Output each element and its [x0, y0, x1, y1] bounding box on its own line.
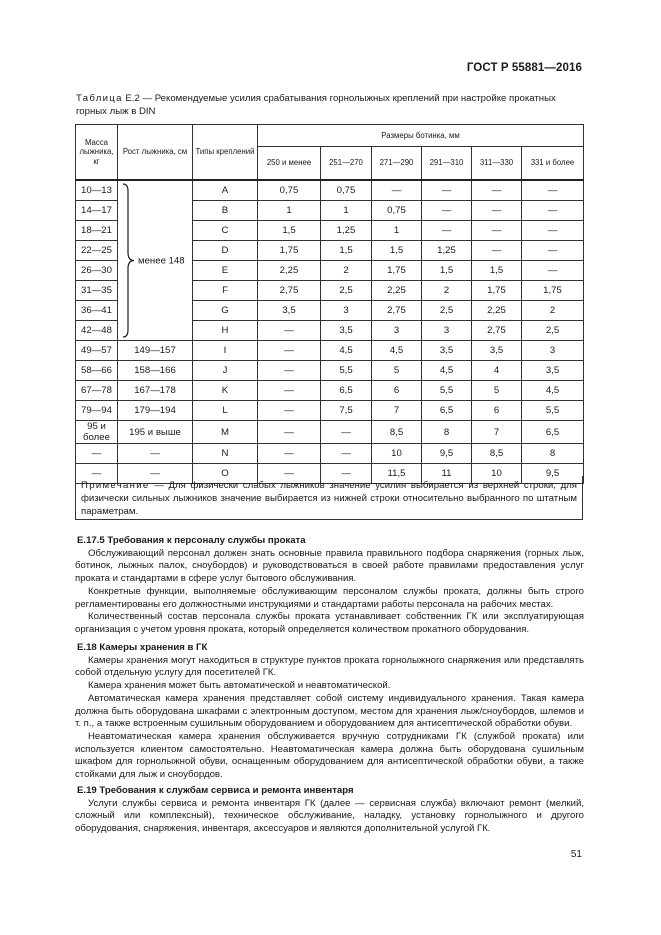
note-text: — Для физически слабых лыжников значение усилия выбирается из верхней строки, для физически сильных лыжников значение выбирается из нижней строки относительно выбранного по штатным параметрам.: [81, 480, 577, 517]
value-cell: —: [472, 201, 522, 221]
table-note: [75, 476, 583, 520]
document-standard-header: ГОСТ Р 55881—2016: [466, 62, 582, 74]
mass-cell: —: [76, 464, 118, 484]
value-cell: —: [321, 421, 372, 444]
value-cell: 6: [372, 381, 422, 401]
value-cell: —: [522, 221, 584, 241]
value-cell: 2,75: [258, 281, 321, 301]
value-cell: 3: [372, 321, 422, 341]
value-cell: 1,5: [321, 241, 372, 261]
value-cell: 11,5: [372, 464, 422, 484]
value-cell: 3: [422, 321, 472, 341]
height-cell: 179—194: [118, 401, 193, 421]
header-mass: Масса лыжника, кг: [76, 125, 118, 181]
table-row: [76, 444, 584, 464]
value-cell: —: [258, 321, 321, 341]
value-cell: 11: [422, 464, 472, 484]
value-cell: 2,75: [372, 301, 422, 321]
mass-cell: 14—17: [76, 201, 118, 221]
mass-cell: 31—35: [76, 281, 118, 301]
section-service: [75, 785, 584, 836]
value-cell: 2,25: [258, 261, 321, 281]
note-label: Примечание: [81, 480, 150, 491]
value-cell: 2,25: [472, 301, 522, 321]
type-cell: C: [193, 221, 258, 241]
paragraph: Камеры хранения могут находиться в структуре пунктов проката горнолыжного снаряжения или представлять собой отдельную услугу для посетителей ГК.: [75, 654, 584, 679]
value-cell: 2,5: [522, 321, 584, 341]
value-cell: 2: [522, 301, 584, 321]
value-cell: —: [321, 464, 372, 484]
value-cell: —: [522, 180, 584, 201]
mass-cell: 42—48: [76, 321, 118, 341]
value-cell: —: [258, 464, 321, 484]
type-cell: N: [193, 444, 258, 464]
header-boot-sizes-group: Размеры ботинка, мм: [258, 125, 584, 147]
table-row: [76, 341, 584, 361]
value-cell: —: [372, 180, 422, 201]
value-cell: 1,5: [372, 241, 422, 261]
mass-cell: —: [76, 444, 118, 464]
value-cell: 4,5: [422, 361, 472, 381]
value-cell: 1,75: [372, 261, 422, 281]
value-cell: 7: [372, 401, 422, 421]
type-cell: M: [193, 421, 258, 444]
height-cell: 195 и выше: [118, 421, 193, 444]
mass-cell: 26—30: [76, 261, 118, 281]
value-cell: 8: [522, 444, 584, 464]
value-cell: 3,5: [321, 321, 372, 341]
header-boot-size: 250 и менее: [258, 147, 321, 181]
type-cell: O: [193, 464, 258, 484]
mass-cell: 58—66: [76, 361, 118, 381]
value-cell: —: [422, 201, 472, 221]
din-settings-table: [75, 124, 584, 484]
value-cell: —: [472, 221, 522, 241]
mass-cell: 18—21: [76, 221, 118, 241]
value-cell: 5,5: [522, 401, 584, 421]
paragraph: Камера хранения может быть автоматической и неавтоматической.: [88, 680, 391, 692]
mass-cell: 67—78: [76, 381, 118, 401]
header-height: Рост лыжника, см: [118, 125, 193, 181]
section-storage: [75, 642, 584, 782]
value-cell: 1: [372, 221, 422, 241]
value-cell: 7: [472, 421, 522, 444]
value-cell: —: [321, 444, 372, 464]
value-cell: 4,5: [522, 381, 584, 401]
type-cell: K: [193, 381, 258, 401]
value-cell: 1,5: [258, 221, 321, 241]
table-row: [76, 381, 584, 401]
value-cell: —: [258, 361, 321, 381]
value-cell: 0,75: [321, 180, 372, 201]
height-cell: 149—157: [118, 341, 193, 361]
value-cell: —: [258, 444, 321, 464]
header-binding-types: Типы креплений: [193, 125, 258, 181]
right-brace-icon: [122, 183, 136, 338]
value-cell: 3: [522, 341, 584, 361]
value-cell: 5: [472, 381, 522, 401]
type-cell: F: [193, 281, 258, 301]
value-cell: 6: [472, 401, 522, 421]
value-cell: 2,75: [472, 321, 522, 341]
value-cell: 10: [372, 444, 422, 464]
header-boot-size: 311—330: [472, 147, 522, 181]
value-cell: —: [258, 381, 321, 401]
value-cell: 7,5: [321, 401, 372, 421]
value-cell: 5: [372, 361, 422, 381]
value-cell: —: [422, 180, 472, 201]
value-cell: 3,5: [258, 301, 321, 321]
value-cell: 1,75: [472, 281, 522, 301]
value-cell: 3: [321, 301, 372, 321]
value-cell: 5,5: [422, 381, 472, 401]
type-cell: E: [193, 261, 258, 281]
table-caption-text: Е.2 — Рекомендуемые усилия срабатывания горнолыжных креплений при настройке прокатных горных лыж в DIN: [76, 93, 556, 117]
value-cell: 1: [258, 201, 321, 221]
type-cell: L: [193, 401, 258, 421]
section-personnel: [75, 535, 584, 637]
paragraph: Услуги службы сервиса и ремонта инвентаря ГК (далее — сервисная служба) включают ремонт (мелкий, сложный или комплексный), техническое обслуживание, наладку, установку горнолыжного и другого оборудования, снаряжения, инвентаря, аксессуаров и являются дополнительной услугой ГК.: [75, 797, 584, 835]
value-cell: 1,5: [472, 261, 522, 281]
mass-cell: 36—41: [76, 301, 118, 321]
value-cell: —: [472, 180, 522, 201]
section-title: Е.17.5 Требования к персоналу службы проката: [77, 535, 306, 546]
value-cell: 3,5: [422, 341, 472, 361]
type-cell: J: [193, 361, 258, 381]
value-cell: 4,5: [372, 341, 422, 361]
table-row: [76, 401, 584, 421]
value-cell: —: [258, 401, 321, 421]
value-cell: 2,5: [321, 281, 372, 301]
value-cell: 9,5: [422, 444, 472, 464]
section-title: Е.19 Требования к службам сервиса и ремонта инвентаря: [77, 785, 354, 796]
table-row: [76, 361, 584, 381]
type-cell: B: [193, 201, 258, 221]
value-cell: 1,75: [522, 281, 584, 301]
value-cell: 1,25: [321, 221, 372, 241]
height-cell: 158—166: [118, 361, 193, 381]
value-cell: —: [472, 241, 522, 261]
mass-cell: 22—25: [76, 241, 118, 261]
value-cell: 4: [472, 361, 522, 381]
value-cell: 3,5: [522, 361, 584, 381]
height-brace-label: менее 148: [138, 255, 185, 266]
value-cell: 9,5: [522, 464, 584, 484]
value-cell: —: [258, 341, 321, 361]
header-boot-size: 271—290: [372, 147, 422, 181]
value-cell: 1: [321, 201, 372, 221]
value-cell: 3,5: [472, 341, 522, 361]
value-cell: 1,75: [258, 241, 321, 261]
value-cell: 0,75: [258, 180, 321, 201]
paragraph: Обслуживающий персонал должен знать основные правила правильного подбора снаряжения (горных лыж, ботинок, лыжных палок, сноубордов) и руководствоваться в своей работе правилами предоставления услуг проката и стандартами в сфере услуг бытового обслуживания.: [75, 547, 584, 585]
section-title: Е.18 Камеры хранения в ГК: [77, 642, 208, 653]
height-cell: 167—178: [118, 381, 193, 401]
mass-cell: 95 и более: [76, 421, 118, 444]
paragraph: Неавтоматическая камера хранения обслуживается вручную сотрудниками ГК (службой проката) или используется клиентом самостоятельно. Неавтоматическая камера должна быть оборудована сушильным шкафом для горнолыжной обуви, оснащенным оборудованием для антисептической обработки обуви, а также стойками для лыж и сноубордов.: [75, 730, 584, 781]
value-cell: 2,25: [372, 281, 422, 301]
value-cell: 2: [422, 281, 472, 301]
type-cell: I: [193, 341, 258, 361]
mass-cell: 79—94: [76, 401, 118, 421]
paragraph: Автоматическая камера хранения представляет собой систему индивидуального хранения. Такая камера должна быть оборудована шкафами с электронным доступом, местом для хранения лыж/сноубордов, шлемов и т. п., а также встроенным сушильным оборудованием и оборудованием для антисептической обработки обуви.: [75, 692, 584, 730]
height-brace-cell: [118, 180, 193, 341]
value-cell: 1,25: [422, 241, 472, 261]
table-caption: [76, 93, 584, 118]
value-cell: 8,5: [472, 444, 522, 464]
value-cell: 6,5: [522, 421, 584, 444]
value-cell: 2,5: [422, 301, 472, 321]
paragraph: Конкретные функции, выполняемые обслуживающим персоналом службы проката, должны быть строго регламентированы его должностными инструкциями и стандартами работы персонала на рабочих местах.: [75, 585, 584, 610]
header-boot-size: 331 и более: [522, 147, 584, 181]
mass-cell: 10—13: [76, 180, 118, 201]
type-cell: H: [193, 321, 258, 341]
paragraph: Количественный состав персонала службы проката устанавливает собственник ГК или эксплуатирующая организация с учетом уровня проката, который определяется количеством прокатного оборудования.: [75, 611, 584, 635]
table-caption-prefix: Таблица: [76, 93, 123, 104]
value-cell: —: [422, 221, 472, 241]
value-cell: 8: [422, 421, 472, 444]
page-number: 51: [570, 849, 582, 860]
table-row: [76, 180, 584, 201]
value-cell: 6,5: [321, 381, 372, 401]
value-cell: —: [522, 241, 584, 261]
mass-cell: 49—57: [76, 341, 118, 361]
value-cell: 6,5: [422, 401, 472, 421]
table-row: [76, 421, 584, 444]
value-cell: 8,5: [372, 421, 422, 444]
value-cell: 2: [321, 261, 372, 281]
header-boot-size: 291—310: [422, 147, 472, 181]
value-cell: 0,75: [372, 201, 422, 221]
type-cell: A: [193, 180, 258, 201]
value-cell: 10: [472, 464, 522, 484]
value-cell: —: [522, 201, 584, 221]
header-boot-size: 251—270: [321, 147, 372, 181]
value-cell: —: [258, 421, 321, 444]
value-cell: —: [522, 261, 584, 281]
type-cell: D: [193, 241, 258, 261]
value-cell: 4,5: [321, 341, 372, 361]
type-cell: G: [193, 301, 258, 321]
value-cell: 1,5: [422, 261, 472, 281]
value-cell: 5,5: [321, 361, 372, 381]
height-cell: —: [118, 464, 193, 484]
height-cell: —: [118, 444, 193, 464]
